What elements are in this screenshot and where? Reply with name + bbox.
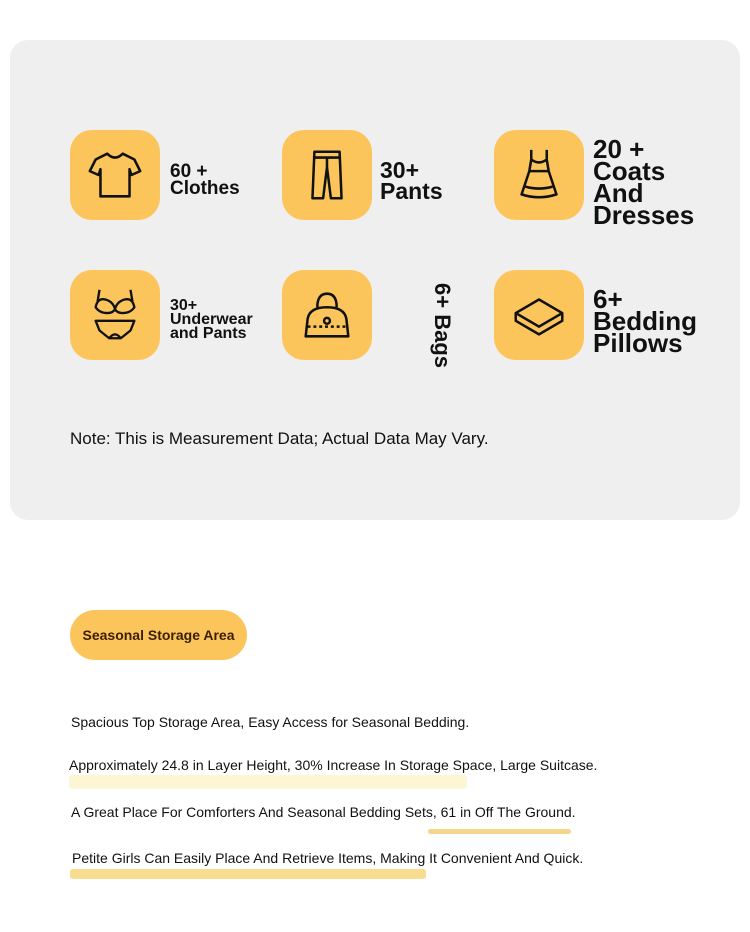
underwear-label: 30+ Underwear and Pants (170, 297, 253, 342)
bags-label: 6+ Bags (430, 283, 455, 368)
pants-tile (282, 130, 372, 220)
underline-bar (428, 829, 571, 834)
t-shirt-icon (84, 144, 146, 206)
highlight-bar (69, 775, 467, 789)
feature-line: A Great Place For Comforters And Seasonal Bedding Sets, 61 in Off The Ground. (71, 804, 576, 820)
pillows-tile (494, 270, 584, 360)
underline-bar (70, 869, 426, 879)
feature-line: Spacious Top Storage Area, Easy Access for Seasonal Bedding. (71, 714, 470, 730)
clothes-label: 60 + Clothes (170, 161, 240, 199)
dresses-label: 20 + Coats And Dresses (593, 134, 695, 230)
measurement-note: Note: This is Measurement Data; Actual Data May Vary. (70, 429, 489, 448)
bra-underwear-icon (84, 284, 146, 346)
underwear-tile (70, 270, 160, 360)
dresses-tile (494, 130, 584, 220)
section-title-pill (70, 610, 247, 660)
dress-icon (508, 144, 570, 206)
pillow-icon (508, 284, 570, 346)
feature-line: Approximately 24.8 in Layer Height, 30% Increase In Storage Space, Large Suitcase. (69, 757, 598, 773)
clothes-tile (70, 130, 160, 220)
section-title: Seasonal Storage Area (82, 627, 235, 643)
handbag-icon (296, 284, 358, 346)
pants-label: 30+ Pants (380, 157, 443, 204)
bags-tile (282, 270, 372, 360)
feature-line: Petite Girls Can Easily Place And Retrieve Items, Making It Convenient And Quick. (72, 850, 584, 866)
pillows-label: 6+ Bedding Pillows (593, 284, 697, 358)
pants-icon (296, 144, 358, 206)
